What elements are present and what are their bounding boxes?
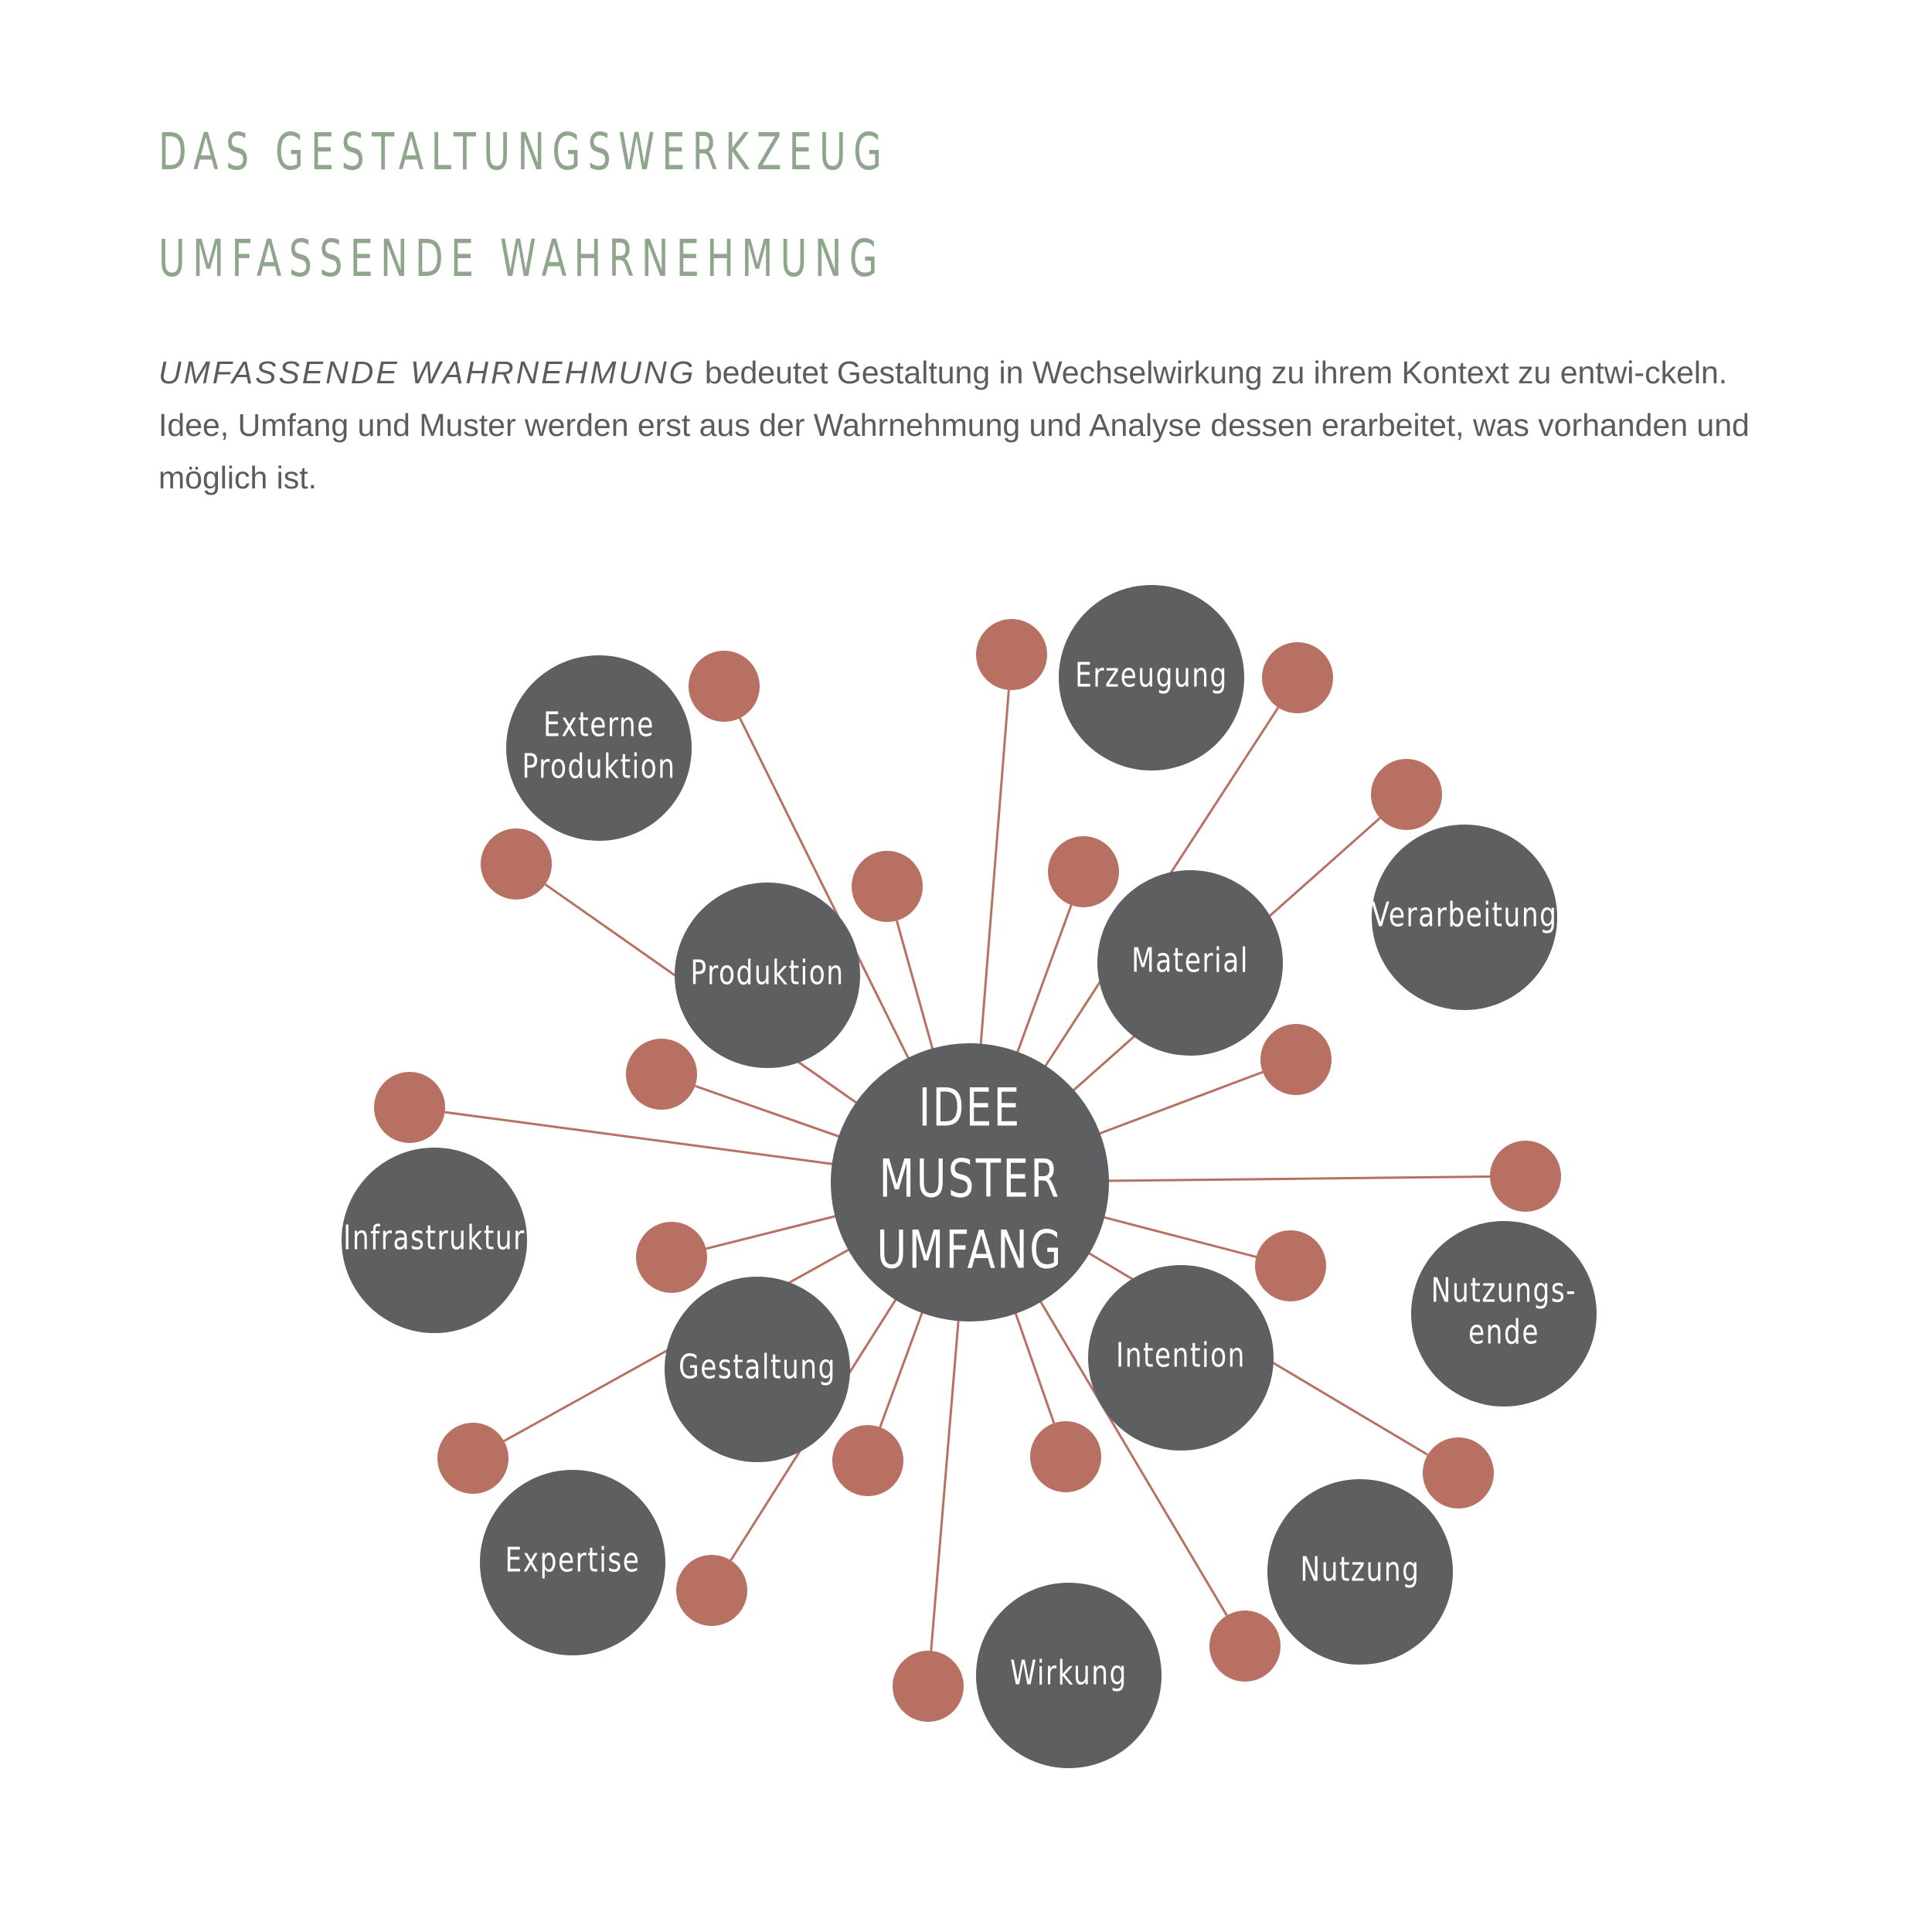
connector-dot: [676, 1555, 747, 1626]
connector-dot: [1048, 836, 1119, 907]
connector-dot: [1255, 1230, 1326, 1301]
title-line-2: UMFASSENDE WAHRNEHMUNG: [158, 229, 885, 288]
intro-text: bedeutet Gestaltung in Wechselwirkung zu ihrem Kontext zu entwi-ckeln. Idee, Umfang und Muster werden erst aus der Wahrnehmung und Analyse dessen erarbeitet, was vorhanden und möglich ist.: [158, 355, 1750, 495]
node-expertise: [480, 1470, 665, 1655]
node-material: [1097, 870, 1283, 1056]
node-erzeugung: [1059, 585, 1244, 770]
node-label: Produktion: [690, 953, 845, 993]
connector-dot: [1262, 642, 1333, 713]
node-nutzung: [1267, 1479, 1453, 1665]
node-label: ende: [1468, 1312, 1539, 1352]
connector-dot: [626, 1039, 697, 1110]
node-label: IDEE: [918, 1077, 1022, 1139]
connector-line: [1103, 1217, 1256, 1257]
node-label: Externe: [543, 705, 655, 745]
intro-emphasis: UMFASSENDE WAHRNEHMUNG: [158, 355, 696, 390]
node-gestaltung: [665, 1277, 850, 1462]
node-verarbeitung: [1372, 825, 1558, 1010]
node-label: Wirkung: [1010, 1653, 1128, 1693]
node-label: Verarbeitung: [1371, 895, 1558, 935]
connector-dot: [852, 851, 923, 922]
node-nutzungsende: [1411, 1221, 1597, 1406]
connector-line: [706, 1216, 837, 1248]
connector-dot: [636, 1222, 707, 1293]
connector-line: [931, 1319, 959, 1651]
connector-dot: [1209, 1611, 1281, 1682]
node-wirkung: [976, 1583, 1162, 1768]
connector-line: [880, 1311, 923, 1427]
connector-dot: [1260, 1024, 1332, 1095]
connector-line: [1017, 905, 1071, 1053]
connector-dot: [1423, 1437, 1494, 1509]
connector-dot: [1490, 1141, 1561, 1212]
node-externe-produktion: [506, 655, 692, 841]
node-label: MUSTER: [879, 1148, 1061, 1210]
node-label: Produktion: [522, 747, 676, 787]
node-label: Material: [1131, 940, 1249, 981]
node-label: Expertise: [505, 1540, 641, 1580]
connector-dot: [481, 828, 552, 900]
connector-dot: [1030, 1421, 1101, 1492]
connector-line: [445, 1112, 834, 1164]
connector-dot: [689, 651, 760, 722]
node-label: Nutzungs-: [1430, 1270, 1577, 1311]
connector-dot: [1371, 759, 1442, 830]
node-label: Infrastruktur: [343, 1218, 526, 1258]
connector-dot: [893, 1651, 964, 1722]
node-intention: [1088, 1265, 1274, 1451]
connector-line: [1099, 1072, 1263, 1134]
connector-dot: [374, 1072, 445, 1143]
connector-dot: [976, 619, 1047, 690]
connector-dot: [437, 1423, 509, 1494]
connector-line: [1015, 1312, 1054, 1423]
connector-dot: [832, 1425, 903, 1496]
title-line-1: DAS GESTALTUNGSWERKZEUG: [158, 122, 889, 182]
connector-line: [695, 1086, 840, 1137]
connector-line: [981, 690, 1009, 1046]
node-label: UMFANG: [876, 1219, 1063, 1281]
node-produktion: [675, 883, 860, 1068]
connector-line: [896, 920, 933, 1049]
connector-line: [1107, 1177, 1490, 1182]
node-infrastruktur: [342, 1148, 527, 1333]
node-label: Gestaltung: [679, 1347, 836, 1387]
node-label: Intention: [1116, 1335, 1246, 1376]
node-label: Erzeugung: [1075, 655, 1228, 696]
center-node: [831, 1043, 1109, 1321]
node-label: Nutzung: [1300, 1549, 1420, 1590]
